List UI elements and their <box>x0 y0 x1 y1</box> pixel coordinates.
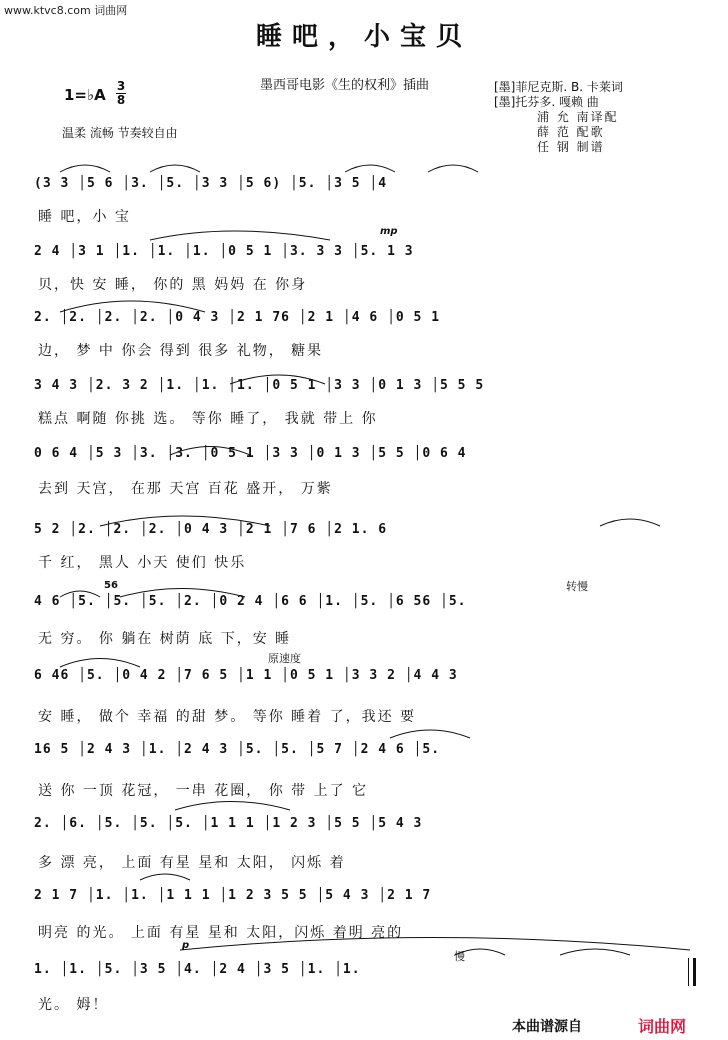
lyrics-row-2: 贝，快 安 睡， 你的 黑 妈妈 在 你身 <box>38 277 308 293</box>
time-signature-bottom: 8 <box>116 93 126 107</box>
triplet-slur <box>150 165 200 172</box>
lyrics-row-7: 无 穷。 你 躺在 树荫 底 下，安 睡 <box>38 631 292 647</box>
lyrics-row-6: 千 红， 黑人 小天 使们 快乐 <box>38 555 247 571</box>
notation-row-3: 2. │2. │2. │2. │0 4 3 │2 1 76 │2 1 │4 6 │0 5 1 <box>34 310 441 325</box>
lyrics-row-1: 睡 吧，小 宝 <box>38 209 131 225</box>
tie-slur <box>140 874 190 880</box>
triplet-slur <box>60 165 110 172</box>
lyrics-row-11: 明亮 的光。 上面 有星 星和 太阳，闪烁 着明 亮的 <box>38 925 404 941</box>
notation-row-11: 2 1 7 │1. │1. │1 1 1 │1 2 3 5 5 │5 4 3 │2 1 7 <box>34 888 432 903</box>
dynamic-p: p <box>182 940 190 951</box>
tie-slur <box>150 231 330 240</box>
credit-arranger: 薛 范 配歌 <box>537 125 605 139</box>
credit-translator: 浦 允 南译配 <box>537 110 619 124</box>
ritardando-mark: 转慢 <box>566 580 588 593</box>
subtitle: 墨西哥电影《生的权利》插曲 <box>260 78 430 93</box>
credit-lyricist: [墨]菲尼克斯. B. 卡莱词 <box>494 80 623 94</box>
lyrics-row-12: 光。 姆！ <box>38 997 109 1013</box>
source-label: 本曲谱源自 <box>512 1019 582 1035</box>
lyrics-row-8: 安 睡， 做个 幸福 的甜 梦。 等你 睡着 了，我还 要 <box>38 709 417 725</box>
notation-row-5: 0 6 4 │5 3 │3. │3. │0 5 1 │3 3 │0 1 3 │5 5 │0 6 4 <box>34 446 467 461</box>
tie-slur <box>175 802 290 811</box>
lyrics-row-3: 边， 梦 中 你会 得到 很多 礼物， 糖果 <box>38 343 324 359</box>
triplet-slur <box>345 165 395 172</box>
tie-slur <box>600 519 660 526</box>
notation-row-8: 6 46 │5. │0 4 2 │7 6 5 │1 1 │0 5 1 │3 3 2 │4 4 3 <box>34 668 458 683</box>
key-signature: 1=♭A <box>64 86 106 104</box>
notation-row-10: 2. │6. │5. │5. │5. │1 1 1 │1 2 3 │5 5 │5 4 3 <box>34 816 423 831</box>
lyrics-row-5: 去到 天宫， 在那 天宫 百花 盛开， 万紫 <box>38 481 333 497</box>
site-url: www.ktvc8.com 词曲网 <box>4 4 128 17</box>
lyrics-row-9: 送 你 一顶 花冠， 一串 花圈， 你 带 上了 它 <box>38 783 369 799</box>
notation-row-7: 4 6 │5. │5. │5. │2. │0 2 4 │6 6 │1. │5. │6 56 │5. <box>34 594 467 609</box>
notation-row-2: 2 4 │3 1 │1. │1. │1. │0 5 1 │3. 3 3 │5. 1 3 <box>34 244 414 259</box>
notation-row-6: 5 2 │2. │2. │2. │0 4 3 │2 1 │7 6 │2 1. 6 <box>34 522 388 537</box>
time-signature-top: 3 <box>116 79 126 93</box>
final-barline <box>688 958 696 986</box>
expression-marking: 温柔 流畅 节奏较自由 <box>62 126 178 140</box>
a-tempo-mark: 原速度 <box>268 652 301 665</box>
tie-slur <box>560 949 630 955</box>
notation-row-12: 1. │1. │5. │3 5 │4. │2 4 │3 5 │1. │1. <box>34 962 361 977</box>
notation-row-4: 3 4 3 │2. 3 2 │1. │1. │1. │0 5 1 │3 3 │0 1 3 │5 5 5 <box>34 378 485 393</box>
lyrics-row-10: 多 漂 亮， 上面 有星 星和 太阳， 闪烁 着 <box>38 855 346 871</box>
tie-slur <box>390 730 470 738</box>
site-logo: 词曲网 <box>638 1017 687 1036</box>
notation-row-9: 16 5 │2 4 3 │1. │2 4 3 │5. │5. │5 7 │2 4 6 │5. <box>34 742 441 757</box>
dynamic-mp: mp <box>380 226 398 237</box>
lyrics-row-4: 糕点 啊随 你挑 选。 等你 睡了， 我就 带上 你 <box>38 411 378 427</box>
grace-note: 56 <box>104 580 118 591</box>
credit-composer: [墨]托芬多. 嘎赖 曲 <box>494 95 599 109</box>
tie-slur <box>60 659 140 668</box>
song-title: 睡吧，小宝贝 <box>255 22 472 52</box>
triplet-slur <box>428 165 478 172</box>
notation-row-1: (3 3 │5 6 │3. │5. │3 3 │5 6) │5. │3 5 │4 <box>34 176 388 191</box>
credit-transcriber: 任 钢 制谱 <box>537 140 605 154</box>
slow-mark: 慢 <box>454 950 465 963</box>
